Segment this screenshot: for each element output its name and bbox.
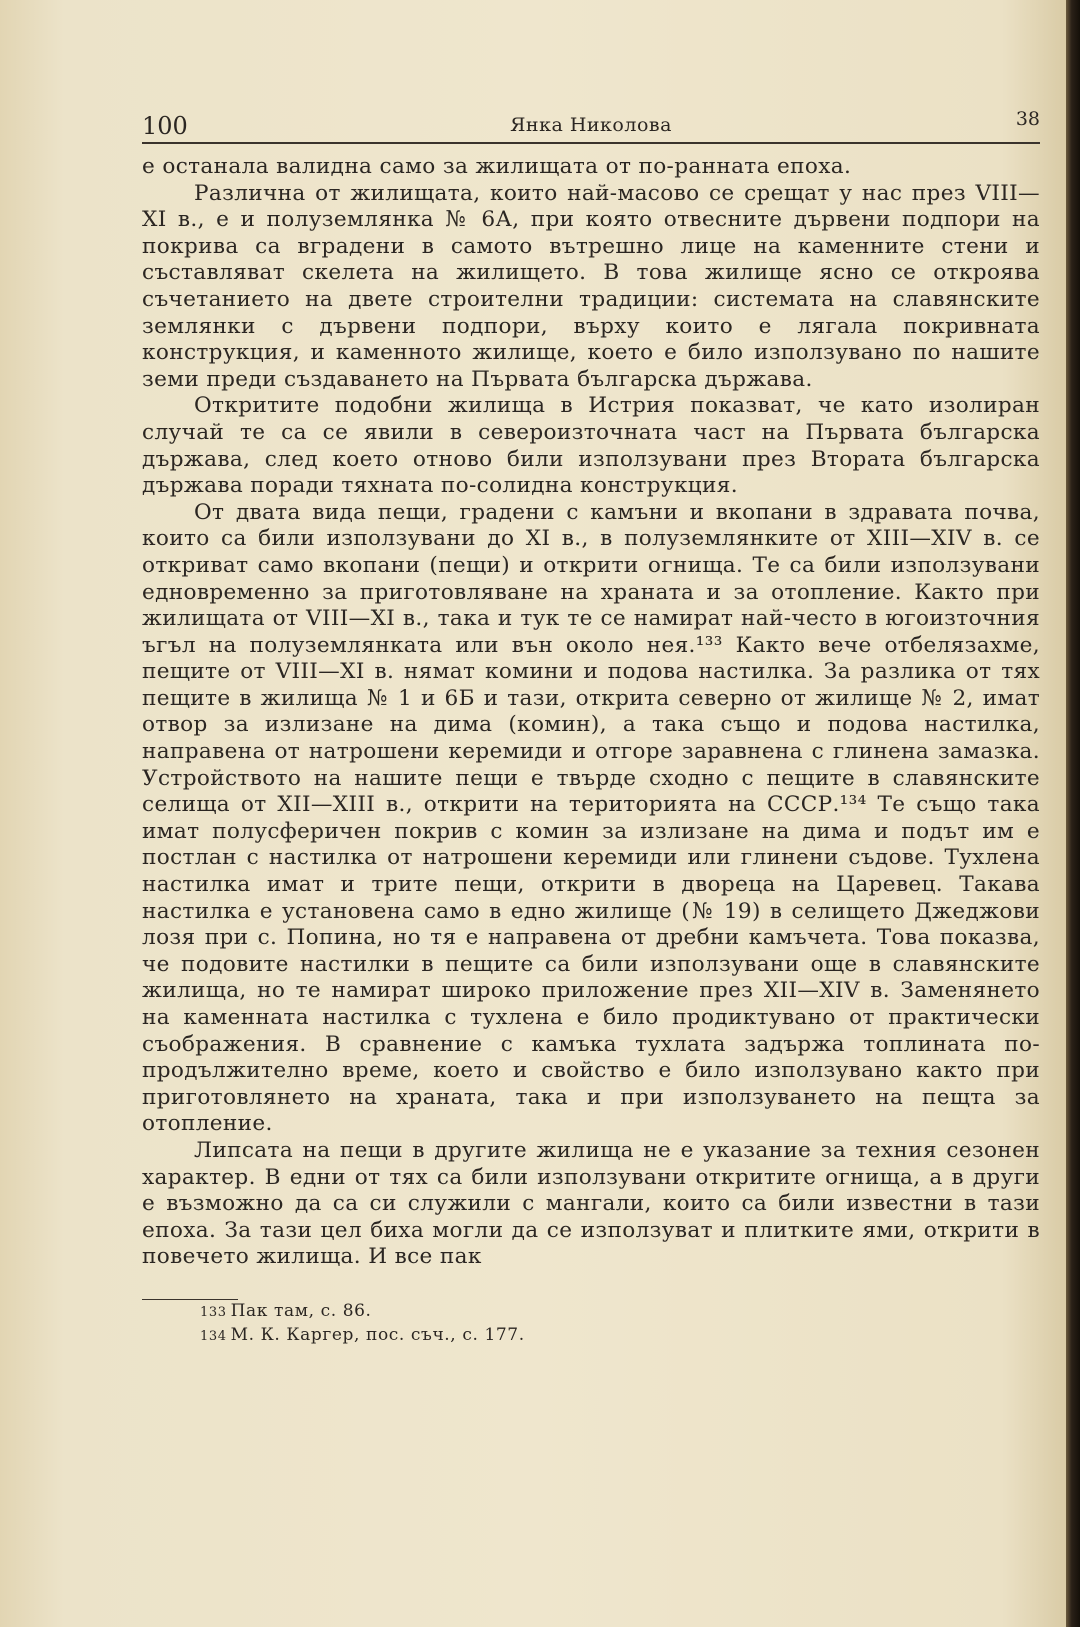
footnote-133 (200, 1300, 1040, 1324)
footnote-number: 133 (200, 1304, 227, 1320)
footnote-number: 134 (200, 1328, 227, 1344)
footnote-text: М. К. Каргер, пос. съч., с. 177. (230, 1324, 525, 1345)
page-content (142, 108, 1040, 1348)
page-number: 100 (142, 112, 188, 140)
folio-number: 38 (1015, 108, 1040, 130)
paragraph-1: е останала валидна само за жилищата от по-ранната епоха. (142, 154, 852, 179)
body-text (142, 154, 1040, 1271)
running-header-author: Янка Николова (510, 114, 672, 136)
paragraph-3: Откритите подобни жилища в Истрия показват, че като изолиран случай те са се явили в североизточната част на Първата българска държава, след което отново били използувани през Втората българска държава поради тяхната по-солидна конструкция. (142, 393, 1040, 499)
paragraph-4: От двата вида пещи, градени с камъни и вкопани в здравата почва, които са били използувани до XI в., в полуземлянките от XIII—XIV в. се откриват само вкопани (пещи) и открити огнища. Те са били използувани едновременно за приготовляване на храната и за отопление. Както при жилищата от VIII—XI в., така и тук те се намират най-често в югоизточния ъгъл на полуземлянката или вън около нея.¹³³ Както вече отбелязахме, пещите от VIII—XI в. нямат комини и подова настилка. За разлика от тях пещите в жилища № 1 и 6Б и тази, открита северно от жилище № 2, имат отвор за излизане на дима (комин), а така също и подова настилка, направена от натрошени керемиди и отгоре заравнена с глинена замазка. Устройството на нашите пещи е твърде сходно с пещите в славянските селища от XII—XIII в., открити на територията на СССР.¹³⁴ Те също така имат полусферичен покрив с комин за излизане на дима и подът им е постлан с настилка от натрошени керемиди или глинени съдове. Тухлена настилка имат и трите пещи, открити в двореца на Царевец. Такава настилка е установена само в едно жилище (№ 19) в селището Джеджови лозя при с. Попина, но тя е направена от дребни камъчета. Това показва, че подовите настилки в пещите са били използувани още в славянските жилища, но те намират широко приложение през XII—XIV в. Заменянето на каменната настилка с тухлена е било продиктувано от практически съображения. В сравнение с камъка тухлата задържа топлината по-продължително време, което и свойство е било използувано както при приготовлянето на храната, така и при използуването на пещта за отопление. (142, 499, 1040, 1137)
footnote-134 (200, 1324, 1040, 1348)
paragraph-2: Различна от жилищата, които най-масово се срещат у нас през VIII—XI в., е и полуземлянка № 6А, при която отвесните дървени подпори на покрива са вградени в самото вътрешно лице на каменните стени и съставляват скелета на жилището. В това жилище ясно се откроява съчетанието на двете строителни традиции: системата на славянските землянки с дървени подпори, върху които е лягала покривната конструкция, и каменното жилище, което е било използувано по нашите земи преди създаването на Първата българска държава. (142, 180, 1040, 392)
running-header (142, 108, 1040, 144)
paragraph-5: Липсата на пещи в другите жилища не е указание за техния сезонен характер. В едни от тях са били използувани откритите огнища, а в други е възможно да са си служили с мангали, които са били известни в тази епоха. За тази цел биха могли да се използуват и плитките ями, открити в повечето жилища. И все пак (142, 1137, 1040, 1270)
footnote-text: Пак там, с. 86. (230, 1300, 372, 1321)
book-binding-edge (1066, 0, 1080, 1627)
